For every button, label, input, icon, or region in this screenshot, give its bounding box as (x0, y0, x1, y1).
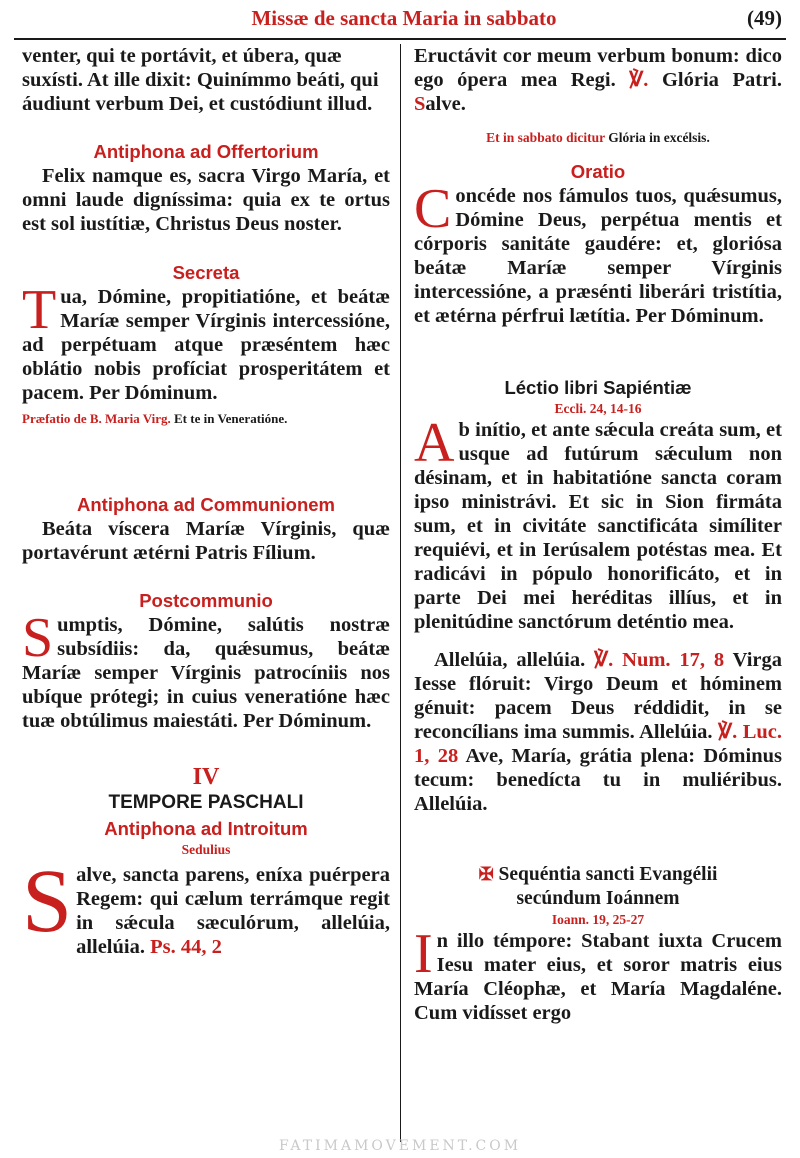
lesson-heading: Léctio libri Sapiéntiæ (504, 377, 692, 398)
introit-psalm-ref: Ps. 44, 2 (150, 936, 222, 958)
oratio-text: oncéde nos fámulos tuos, quǽsumus, Dómine Deus, perpétua mentis et córporis sanitáte gaudére: et, gloriósa beátæ Maríæ semper Vírginis intercessióne, a præsénti liberári tristítia, et ætérna pérfrui lætítia. Per Dóminum. (414, 185, 782, 327)
secret-text: ua, Dómine, propitiatióne, et beátæ Maríæ semper Vírginis intercessióne, ad perpétuam atque præséntem hæc oblátio nobis profíciat prosperitátem et pacem. Per Dóminum. (22, 286, 390, 404)
cross-icon: ✠ (478, 864, 494, 884)
alleluia-text: Allelúia, allelúia. (434, 649, 586, 671)
postcommunion-paragraph (22, 607, 390, 733)
gospel-ending-text: venter, qui te portávit, et úbera, quæ suxísti. At ille dixit: Quinímmo beáti, qui áudiunt verbum Dei, et custódiunt illud. (22, 45, 379, 115)
introit-text: alve, sancta parens, eníxa puérpera Regem: qui cælum terrámque regit in sǽcula sæculórum, allelúia, allelúia. (76, 864, 390, 958)
introit-heading: Antiphona ad Introitum (104, 818, 308, 839)
offertory-text: Felix namque es, sacra Virgo María, et omni laude digníssima: quia ex te ortus est sol iustítiæ, Christus Deus noster. (22, 165, 390, 235)
communion-heading: Antiphona ad Communionem (77, 494, 335, 515)
preface-label: Præfatio de B. Maria Virg. (22, 411, 171, 426)
gospel-dropcap: I (414, 923, 433, 985)
preface-note (22, 411, 390, 427)
oratio-heading: Oratio (570, 161, 626, 182)
gospel-heading-line-2: secúndum Ioánnem (516, 888, 680, 909)
header-rule (14, 38, 786, 40)
left-column (22, 44, 390, 959)
introit-dropcap: S (22, 852, 73, 951)
offertory-heading: Antiphona ad Offertorium (93, 141, 319, 162)
postcommunion-dropcap: S (22, 607, 54, 669)
gospel-reference: Ioann. 19, 25-27 (551, 912, 645, 927)
section-title: TEMPORE PASCHALI (108, 792, 304, 813)
right-column (414, 44, 782, 1025)
preface-text: Et te in Veneratióne. (174, 411, 288, 426)
saturday-label: Et in sabbato dicitur (486, 130, 605, 145)
lesson-text: b inítio, et ante sǽcula creáta sum, et usque ad futúrum sǽculum non désinam, et in habitatióne sancta coram ipso ministrávi. Et sic in Sion firmáta sum, et in civitáte sanctificáta simíliter requiévi, et in Ierúsalem potéstas mea. Et radicávi in pópulo honorificáto, et in parte Dei mei heréditas illíus, et in plenitúdine sanctórum deténtio mea. (414, 419, 782, 633)
introit-source: Sedulius (181, 842, 231, 857)
psalm-text: Eructávit cor meum verbum bonum: dico ego ópera mea Regi. (414, 45, 782, 91)
column-divider (400, 44, 401, 1142)
alleluia-verse-1: Virga Iesse flóruit: Virgo Deum et hóminem génuit: pacem Deus réddidit, in se reconcílians ima summis. Allelúia. (414, 649, 783, 743)
saturday-rubric (414, 130, 782, 146)
lesson-paragraph (414, 412, 782, 634)
alleluia-paragraph (414, 648, 782, 816)
lesson-reference: Eccli. 24, 14-16 (554, 401, 642, 416)
page-number: (49) (747, 6, 782, 30)
saturday-text: Glória in excélsis. (608, 130, 710, 145)
secret-paragraph (22, 279, 390, 405)
communion-text: Beáta víscera Maríæ Vírginis, quæ portavérunt ætérni Patris Fílium. (22, 518, 390, 564)
secret-dropcap: T (22, 279, 57, 341)
salve-rest: alve. (425, 93, 466, 115)
gospel-paragraph (414, 923, 782, 1025)
lesson-dropcap: A (414, 412, 455, 474)
introit-paragraph (22, 852, 390, 959)
postcommunion-heading: Postcommunio (139, 590, 273, 611)
oratio-dropcap: C (414, 178, 452, 240)
gospel-text: n illo témpore: Stabant iuxta Crucem Iesu mater eius, et soror matris eius María Cléophæ, et María Magdaléne. Cum vidísset ergo (414, 930, 782, 1024)
page-header (0, 0, 800, 38)
gospel-heading-line-1: Sequéntia sancti Evangélii (498, 864, 718, 885)
alleluia-ref-2: ℣. Luc. 1, 28 (414, 721, 783, 767)
secret-heading: Secreta (172, 262, 240, 283)
versicle-symbol: ℣. (629, 69, 649, 91)
salve-initial: S (414, 93, 426, 115)
alleluia-verse-2: Ave, María, grátia plena: Dóminus tecum: benedícta tu in muliéribus. Allelúia. (414, 745, 782, 815)
psalm-paragraph (414, 44, 782, 116)
watermark: FATIMAMOVEMENT.COM (278, 1138, 522, 1154)
section-numeral: IV (192, 764, 220, 790)
running-title: Missæ de sancta Maria in sabbato (251, 6, 557, 30)
alleluia-ref-1: ℣. Num. 17, 8 (594, 649, 725, 671)
oratio-paragraph (414, 178, 782, 328)
postcommunion-text: umptis, Dómine, salútis nostræ subsídiis: da, quǽsumus, beátæ Maríæ semper Vírginis patrocíniis nos ubíque prótegi; in cuius veneratióne hæc tuæ obtúlimus maiestáti. Per Dóminum. (22, 614, 390, 732)
gospel-heading (414, 862, 782, 887)
gloria-text: Glória Patri. (661, 69, 782, 91)
